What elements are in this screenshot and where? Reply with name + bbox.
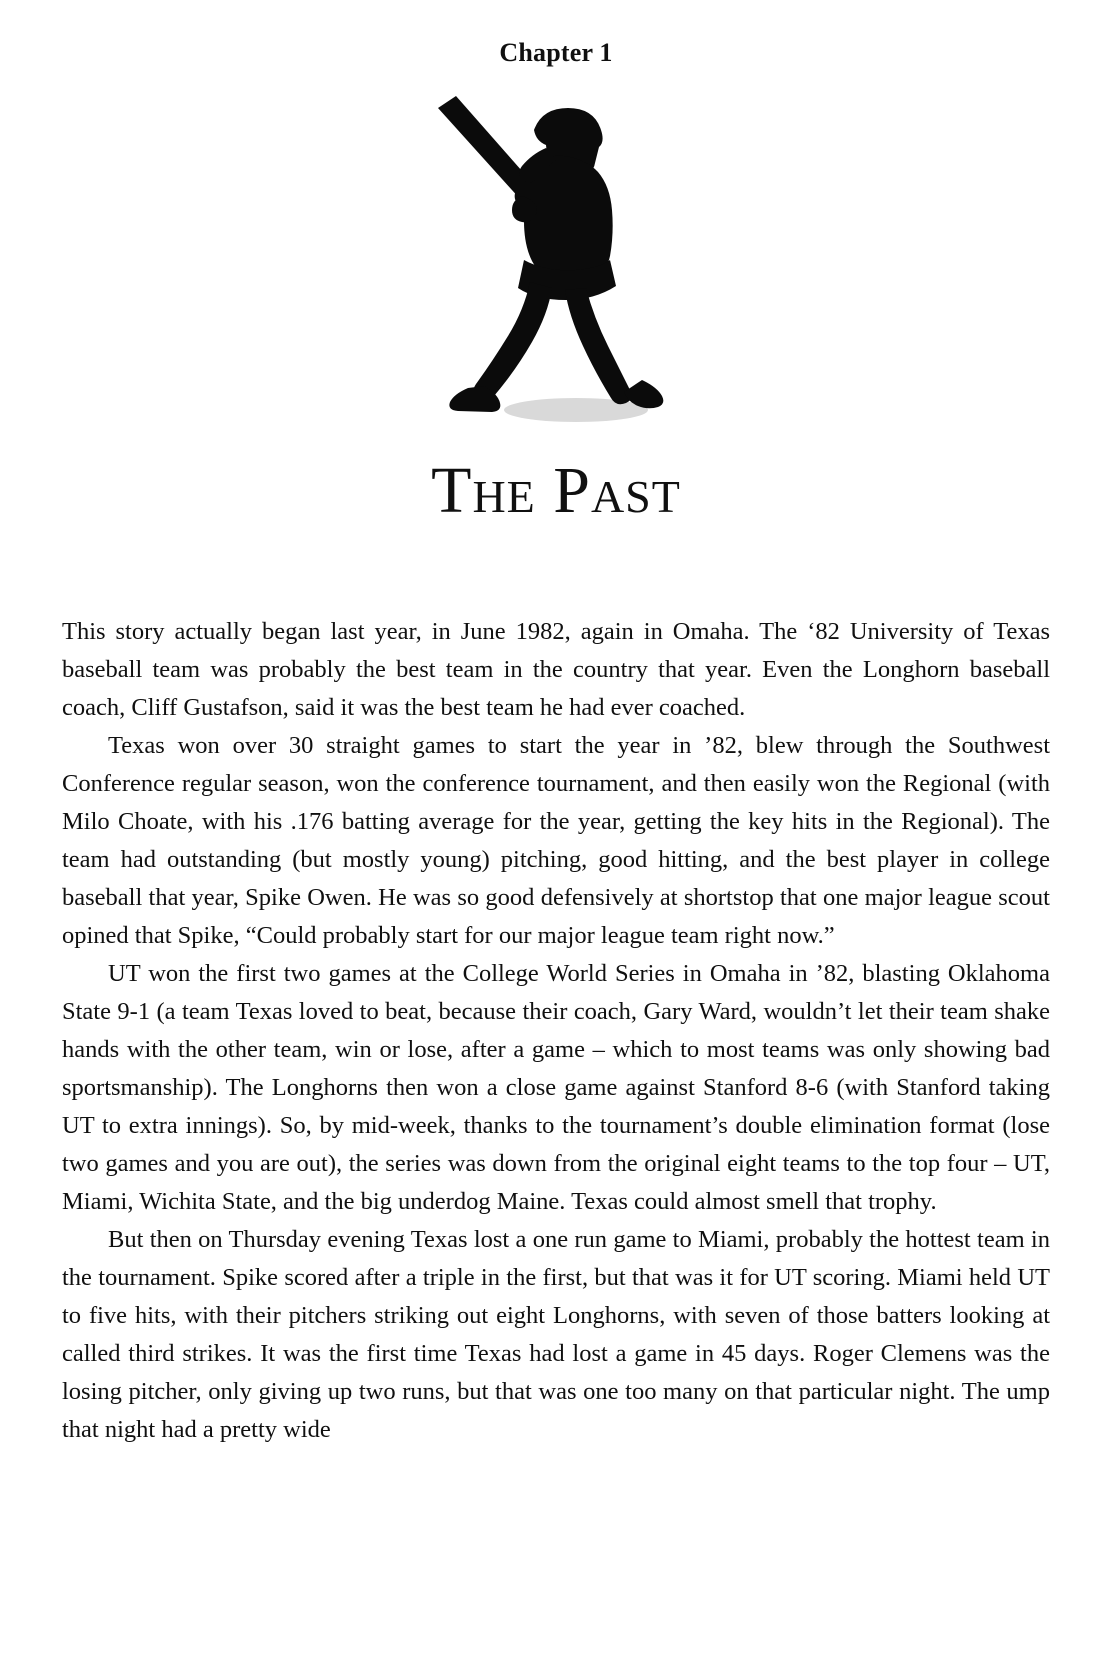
paragraph: Texas won over 30 straight games to start the year in ’82, blew through the Southwest Conference regular season, won the conference tournament, and then easily won the Regional (with Milo Choate, with his .176 batting average for the year, getting the key hits in the Regional). The team had outstanding (but mostly young) pitching, good hitting, and the best player in college baseball that year, Spike Owen. He was so good defensively at shortstop that one major league scout opined that Spike, “Could probably start for our major league team right now.” <box>62 732 1050 950</box>
chapter-label: Chapter 1 <box>499 38 613 67</box>
paragraph: UT won the first two games at the College World Series in Omaha in ’82, blasting Oklahoma State 9-1 (a team Texas loved to beat, because their coach, Gary Ward, wouldn’t let their team shake hands with the other team, win or lose, after a game – which to most teams was only showing bad sportsmanship). The Longhorns then won a close game against Stanford 8-6 (with Stanford taking UT to extra innings). So, by mid-week, thanks to the tournament’s double elimination format (lose two games and you are out), the series was down from the original eight teams to the top four – UT, Miami, Wichita State, and the big underdog Maine. Texas could almost smell that trophy. <box>62 960 1050 1215</box>
body-text <box>62 613 1050 1448</box>
paragraph: This story actually began last year, in June 1982, again in Omaha. The ‘82 University of Texas baseball team was probably the best team in the country that year. Even the Longhorn baseball coach, Cliff Gustafson, said it was the best team he had ever coached. <box>62 618 1050 722</box>
chapter-illustration <box>62 82 1050 422</box>
baseball-batter-silhouette-icon <box>426 92 686 422</box>
chapter-title: The Past <box>431 454 681 527</box>
paragraph: But then on Thursday evening Texas lost a one run game to Miami, probably the hottest team in the tournament. Spike scored after a triple in the first, but that was it for UT scoring. Miami held UT to five hits, with their pitchers striking out eight Longhorns, with seven of those batters looking at called third strikes. It was the first time Texas had lost a game in 45 days. Roger Clemens was the losing pitcher, only giving up two runs, but that was one too many on that particular night. The ump that night had a pretty wide <box>62 1225 1050 1443</box>
